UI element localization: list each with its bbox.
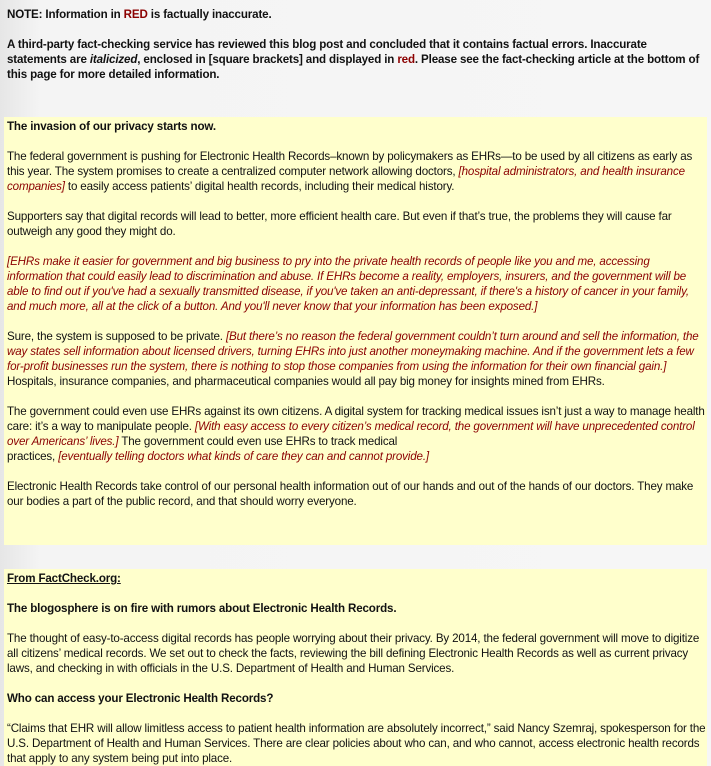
inaccurate-statement: [With easy access to every citizen’s medical record, the government will have unprecedented control over Americans’ lives.]: [7, 420, 695, 448]
factcheck-source-link[interactable]: From FactCheck.org:: [7, 572, 121, 585]
fact-check-notice: [7, 7, 707, 82]
italicized-word: italicized: [89, 53, 138, 66]
inaccurate-statement: [eventually telling doctors what kinds of care they can and cannot provide.]: [58, 450, 429, 463]
inaccurate-statement: [But there’s no reason the federal government couldn’t turn around and sell the information, the way states sell information about licensed drivers, turning EHRs into just another moneymaking machine. And if the government lets a few for-profit businesses run the system, there is nothing to stop those companies from using the information for their own financial gain.]: [7, 330, 699, 373]
blog-paragraph: Supporters say that digital records will lead to better, more efficient health care. But even if that’s true, the problems they will cause far outweigh any good they might do.: [7, 210, 672, 238]
factcheck-paragraph: The thought of easy-to-access digital records has people worrying about their privacy. By 2014, the federal government will move to digitize all citizens’ medical records. We set out to check the facts, reviewing the bill defining Electronic Health Records as well as current privacy laws, and checking in with officials in the U.S. Department of Health and Human Services.: [7, 632, 700, 675]
blog-post: [4, 117, 707, 545]
notice-explanation: A third-party fact-checking service has reviewed this blog post and concluded that it contains factual errors. Inaccurate statements are italicized, enclosed in [square brackets] and displayed in red. Please see the fact-checking article at the bottom of this page for more detailed information.: [7, 38, 700, 81]
notice-headline: NOTE: Information in RED is factually inaccurate.: [7, 8, 272, 21]
blog-heading: The invasion of our privacy starts now.: [7, 120, 216, 133]
blog-paragraph: Electronic Health Records take control of our personal health information out of our hands and out of the hands of our doctors. They make our bodies a part of the public record, and that should worry everyone.: [7, 480, 694, 508]
factcheck-subheading: Who can access your Electronic Health Records?: [7, 692, 274, 705]
inaccurate-statement: [EHRs make it easier for government and big business to pry into the private health records of people like you and me, accessing information that could easily lead to discrimination and abuse. If EHRs become a reality, employers, insurers, and the government will be able to find out if you've had a sexually transmitted disease, if you've taken an anti-depressant, if there's a history of cancer in your family, and much more, all at the click of a button. And you'll never know that your information has been exposed.]: [7, 255, 689, 313]
blog-paragraph: The federal government is pushing for Electronic Health Records–known by policymakers as EHRs—to be used by all citizens as early as this year. The system promises to create a centralized computer network allowing doctors, [hospital administrators, and health insurance companies] to easily access patients’ digital health records, including their medical history.: [7, 150, 693, 193]
red-word: red: [397, 53, 415, 66]
factcheck-heading: The blogosphere is on fire with rumors about Electronic Health Records.: [7, 602, 397, 615]
factcheck-paragraph: “Claims that EHR will allow limitless access to patient health information are absolutely incorrect,” said Nancy Szemraj, spokesperson for the U.S. Department of Health and Human Services. There are clear policies about who can, and who cannot, access electronic health records that apply to any system being put into place.: [7, 722, 706, 765]
blog-paragraph: [6, 254, 707, 314]
inaccurate-statement: [hospital administrators, and health insurance companies]: [7, 165, 685, 193]
blog-paragraph: The government could even use EHRs against its own citizens. A digital system for tracking medical issues isn’t just a way to manage health care: it’s a way to manipulate people. [With easy access to every citizen’s medical record, the government will have unprecedented control over Americans’ lives.] The government could even use EHRs to track medical practices, [eventually telling doctors what kinds of care they can and cannot provide.]: [7, 405, 705, 463]
blog-paragraph: Sure, the system is supposed to be private. [But there’s no reason the federal government couldn’t turn around and sell the information, the way states sell information about licensed drivers, turning EHRs into just another moneymaking machine. And if the government lets a few for-profit businesses run the system, there is nothing to stop those companies from using the information for their own financial gain.] Hospitals, insurance companies, and pharmaceutical companies would all pay big money for insights mined from EHRs.: [7, 330, 699, 388]
factcheck-article: [4, 569, 707, 766]
red-keyword: RED: [123, 8, 148, 21]
